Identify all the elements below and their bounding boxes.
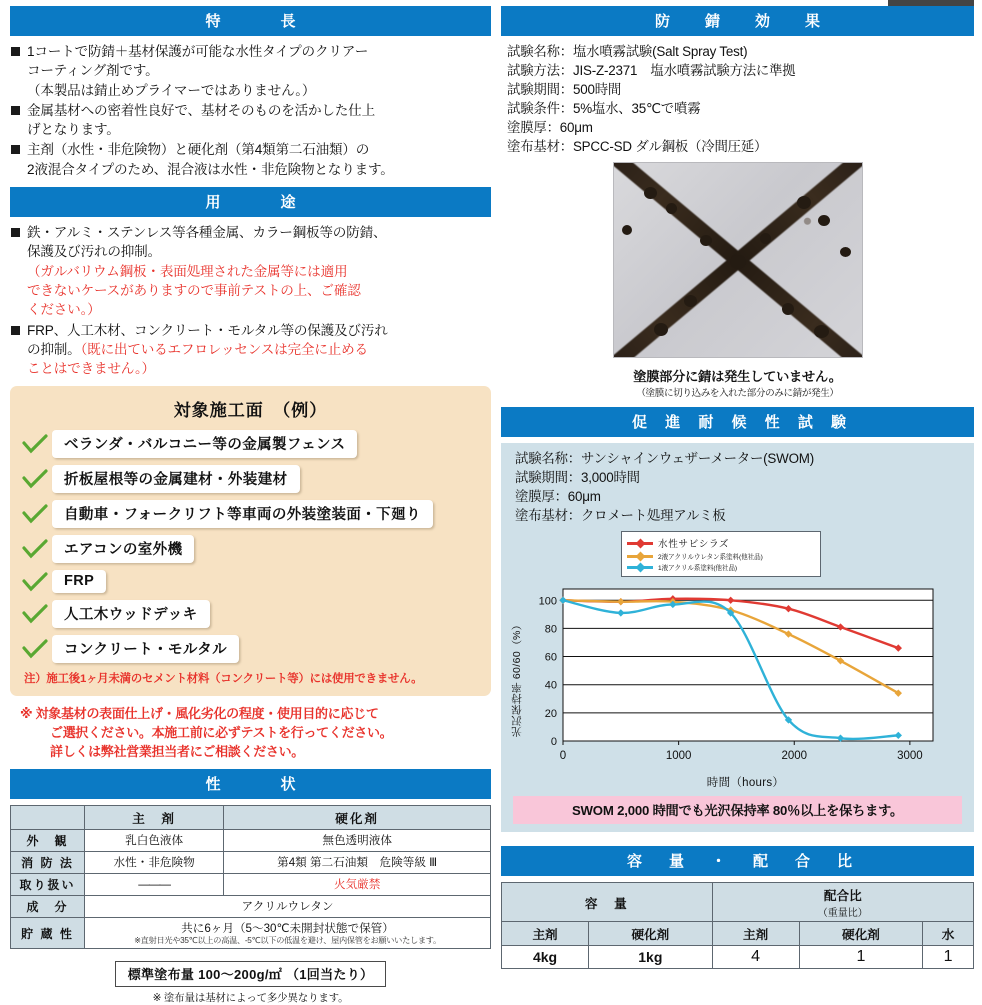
svg-text:1000: 1000 xyxy=(665,750,692,763)
feature-line: 2液混合タイプのため、混合液は水性・非危険物となります。 xyxy=(27,161,394,177)
rust-spot xyxy=(814,325,829,338)
target-surface-label: コンクリート・モルタル xyxy=(52,635,239,663)
row-label: 取り扱い xyxy=(11,873,85,895)
row-value-span xyxy=(85,917,491,948)
target-surface-row xyxy=(22,635,479,663)
feature-line: 金属基材への密着性良好で、基材そのものを活かした仕上 xyxy=(27,102,375,118)
spec-line: 塗布基材：SPCC-SD ダル鋼板（冷間圧延） xyxy=(507,139,768,155)
coverage-section xyxy=(10,961,491,1005)
rust-test-specs xyxy=(507,42,974,156)
row-value-hard: 第4類 第二石油類 危険等級 Ⅲ xyxy=(224,851,491,873)
feature-line: （本製品は錆止めプライマーではありません。） xyxy=(27,82,316,98)
check-icon xyxy=(22,539,48,559)
row-value-hard: 無色透明液体 xyxy=(224,829,491,851)
legend-item xyxy=(627,536,815,550)
target-surfaces-panel xyxy=(10,386,491,696)
row-label: 消 防 法 xyxy=(11,851,85,873)
target-surface-row xyxy=(22,500,479,528)
rust-spot xyxy=(622,225,632,235)
chart-y-axis-label: 光沢保持率 60/60（%） xyxy=(511,620,523,738)
svg-text:100: 100 xyxy=(538,595,557,608)
ratio-head-main: 配合比 xyxy=(823,889,862,904)
row-value-hard: 火気厳禁 xyxy=(224,873,491,895)
rust-spot xyxy=(700,235,712,246)
value-volume-hard: 1kg xyxy=(589,946,712,969)
properties-corner-cell xyxy=(11,805,85,829)
rust-photo-wrap xyxy=(501,162,974,399)
warning-line: ご選択ください。本施工前に必ずテストを行ってください。 xyxy=(50,725,393,741)
subheader-ratio-main: 主剤 xyxy=(712,922,799,946)
usage-list xyxy=(10,223,491,378)
value-ratio-hard: 1 xyxy=(799,946,922,969)
feature-line: げとなります。 xyxy=(27,122,120,138)
value-ratio-main: 4 xyxy=(712,946,799,969)
storage-main-text: 共に6ヶ月（5～30℃未開封状態で保管） xyxy=(181,921,394,935)
table-row xyxy=(11,873,491,895)
rust-spot xyxy=(818,215,830,226)
target-surface-label: 人工木ウッドデッキ xyxy=(52,600,210,628)
usage-line: 鉄・アルミ・ステンレス等各種金属、カラー鋼板等の防錆、 xyxy=(27,225,387,241)
spec-line: 試験条件：5%塩水、35℃で噴霧 xyxy=(507,101,701,117)
target-surface-row xyxy=(22,570,479,593)
table-subheader-row xyxy=(502,922,974,946)
spec-line: 塗膜厚：60μm xyxy=(515,489,601,505)
section-header-rust-prevention: 防 錆 効 果 xyxy=(501,6,974,36)
target-surface-row xyxy=(22,465,479,493)
legend-marker-icon xyxy=(627,551,653,561)
weathering-line-chart xyxy=(525,581,945,771)
usage-caution-line: （既に出ているエフロレッセンスは完全に止める xyxy=(80,341,368,357)
target-surface-label: FRP xyxy=(52,570,106,593)
section-header-usage: 用 途 xyxy=(10,187,491,217)
spec-line: 塗膜厚：60μm xyxy=(507,120,593,136)
salt-spray-test-panel-photo xyxy=(613,162,863,358)
feature-line: 主剤（水性・非危険物）と硬化剤（第4類第二石油類）の xyxy=(27,142,370,158)
legend-marker-icon xyxy=(627,562,653,572)
column-header-volume: 容 量 xyxy=(502,883,713,922)
section-header-properties: 性 状 xyxy=(10,769,491,799)
feature-item xyxy=(10,101,491,140)
rust-photo-caption: 塗膜部分に錆は発生していません。 xyxy=(633,369,842,385)
rust-spot xyxy=(666,203,677,214)
check-icon xyxy=(22,469,48,489)
check-icon xyxy=(22,639,48,659)
target-surface-label: 折板屋根等の金属建材・外装建材 xyxy=(52,465,300,493)
svg-text:3000: 3000 xyxy=(897,750,923,763)
spec-line: 試験期間：500時間 xyxy=(507,82,622,98)
warning-line: ※ 対象基材の表面仕上げ・風化劣化の程度・使用目的に応じて xyxy=(20,706,379,722)
chart-x-axis-label: 時間（hours） xyxy=(706,777,785,790)
row-value-main: 乳白色液体 xyxy=(85,829,224,851)
usage-item xyxy=(10,321,491,379)
chart-plot xyxy=(525,581,966,790)
chart-legend xyxy=(621,531,821,577)
right-column xyxy=(501,0,982,1002)
weathering-specs xyxy=(515,449,966,525)
row-value-main: 水性・非危険物 xyxy=(85,851,224,873)
section-header-volume-ratio: 容 量 ・ 配 合 比 xyxy=(501,846,974,876)
legend-marker-icon xyxy=(627,538,653,548)
spec-line: 試験名称：サンシャインウェザーメーター(SWOM) xyxy=(515,451,815,467)
table-row xyxy=(11,895,491,917)
rust-spot xyxy=(840,247,851,257)
check-icon xyxy=(22,504,48,524)
table-header-row xyxy=(502,883,974,922)
coverage-box: 標準塗布量 100～200g/㎡ （1回当たり） xyxy=(115,961,387,987)
feature-line: コーティング剤です。 xyxy=(27,63,159,79)
table-row xyxy=(11,829,491,851)
value-volume-main: 4kg xyxy=(502,946,589,969)
subheader-volume-hard: 硬化剤 xyxy=(589,922,712,946)
svg-text:20: 20 xyxy=(544,708,557,721)
target-surfaces-title: 対象施工面 （例） xyxy=(173,401,328,421)
target-surface-row xyxy=(22,535,479,563)
spec-line: 塗布基材：クロメート処理アルミ板 xyxy=(515,508,726,524)
target-surface-row xyxy=(22,600,479,628)
feature-item xyxy=(10,42,491,100)
chart-area xyxy=(509,581,966,790)
row-value-span: アクリルウレタン xyxy=(85,895,491,917)
usage-line: 保護及び汚れの抑制。 xyxy=(27,244,161,260)
rust-spot xyxy=(684,295,697,307)
svg-text:60: 60 xyxy=(544,651,557,664)
svg-text:0: 0 xyxy=(550,736,557,749)
rust-spot xyxy=(797,196,811,209)
coverage-note: ※ 塗布量は基材によって多少異なります。 xyxy=(152,992,349,1005)
target-surface-label: 自動車・フォークリフト等車両の外装塗装面・下廻り xyxy=(52,500,433,528)
svg-text:2000: 2000 xyxy=(781,750,808,763)
target-surface-row xyxy=(22,430,479,458)
check-icon xyxy=(22,604,48,624)
features-list xyxy=(10,42,491,179)
rust-spot xyxy=(730,255,746,269)
section-header-weathering: 促 進 耐 候 性 試 験 xyxy=(501,407,974,437)
table-header-row xyxy=(11,805,491,829)
spec-line: 試験期間：3,000時間 xyxy=(515,470,640,486)
row-label: 外 観 xyxy=(11,829,85,851)
usage-caution-line: ことはできません。） xyxy=(27,361,155,377)
usage-item xyxy=(10,223,491,319)
column-header-hardener: 硬化剤 xyxy=(224,805,491,829)
legend-label: 水性サビシラズ xyxy=(658,539,730,551)
column-header-ratio xyxy=(712,883,973,922)
subheader-volume-main: 主剤 xyxy=(502,922,589,946)
properties-table xyxy=(10,805,491,949)
subheader-ratio-water: 水 xyxy=(923,922,974,946)
rust-spot xyxy=(654,323,668,336)
check-icon xyxy=(22,572,48,592)
table-row xyxy=(11,851,491,873)
rust-spot xyxy=(760,233,771,244)
legend-label: 2液アクリルウレタン系塗料(他社品) xyxy=(658,554,763,562)
warning-line: 詳しくは弊社営業担当者にご相談ください。 xyxy=(50,744,305,760)
legend-item xyxy=(627,562,815,572)
usage-caution-line: （ガルバリウム鋼板・表面処理された金属等には適用 xyxy=(27,263,348,279)
column-header-main-agent: 主 剤 xyxy=(85,805,224,829)
row-label: 貯 蔵 性 xyxy=(11,917,85,948)
rust-spot xyxy=(782,303,794,315)
rust-photo-caption-sub: （塗膜に切り込みを入れた部分のみに錆が発生） xyxy=(636,388,839,400)
target-surface-label: ベランダ・バルコニー等の金属製フェンス xyxy=(52,430,357,458)
section-header-features: 特 長 xyxy=(10,6,491,36)
feature-item xyxy=(10,140,491,179)
usage-warning-block xyxy=(20,705,491,762)
storage-sub-text: ※直射日光や35℃以上の高温、-5℃以下の低温を避け、屋内保管をお願いいたします。 xyxy=(134,935,441,945)
row-label: 成 分 xyxy=(11,895,85,917)
legend-item xyxy=(627,551,815,561)
row-value-main: ——— xyxy=(85,873,224,895)
rust-spot xyxy=(644,187,657,199)
table-row xyxy=(502,946,974,969)
legend-label: 1液アクリル系塗料(他社品) xyxy=(658,565,737,573)
spec-line: 試験方法：JIS-Z-2371 塩水噴霧試験方法に準拠 xyxy=(507,63,796,79)
target-surfaces-note: 注）施工後1ヶ月未満のセメント材料（コンクリート等）には使用できません。 xyxy=(24,673,423,686)
value-ratio-water: 1 xyxy=(923,946,974,969)
check-icon xyxy=(22,434,48,454)
usage-line: FRP、人工木材、コンクリート・モルタル等の保護及び汚れ xyxy=(27,322,388,338)
volume-ratio-table xyxy=(501,882,974,969)
weathering-chart-panel xyxy=(501,443,974,832)
svg-text:80: 80 xyxy=(544,623,557,636)
usage-caution-line: ください。） xyxy=(27,302,101,318)
spec-line: 試験名称：塩水噴霧試験(Salt Spray Test) xyxy=(507,44,748,59)
svg-text:40: 40 xyxy=(544,680,557,693)
weathering-result-banner: SWOM 2,000 時間でも光沢保持率 80％以上を保ちます。 xyxy=(513,796,962,824)
feature-line: 1コートで防錆＋基材保護が可能な水性タイプのクリアー xyxy=(27,44,369,59)
ratio-head-sub: （重量比） xyxy=(817,908,868,920)
usage-line: の抑制。 xyxy=(27,341,81,357)
usage-caution-line: できないケースがありますので事前テストの上、ご確認 xyxy=(27,282,361,298)
svg-text:0: 0 xyxy=(559,750,567,763)
target-surface-label: エアコンの室外機 xyxy=(52,535,194,563)
subheader-ratio-hard: 硬化剤 xyxy=(799,922,922,946)
table-row xyxy=(11,917,491,948)
